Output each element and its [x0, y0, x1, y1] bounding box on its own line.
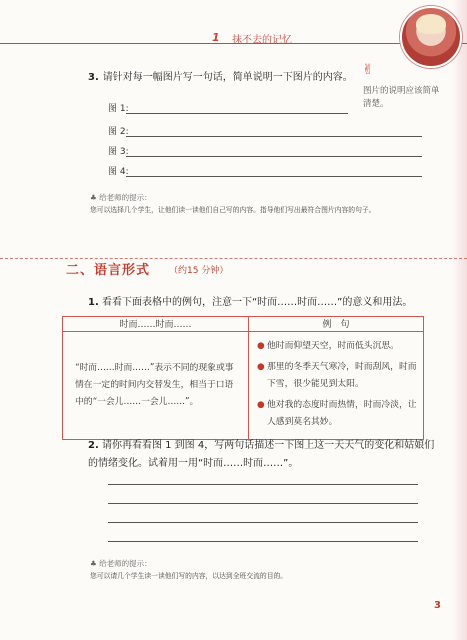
example-sentence: ● 他对我的态度时而热情，时而冷淡，让人感到莫名其妙。 [257, 397, 417, 431]
question-number: 2. [88, 440, 99, 451]
question-3 [88, 68, 353, 83]
side-tip: 图片的说明应该简单清楚。 [363, 86, 440, 109]
teacher-tip-text: 您可以选择几个学生，让他们读一读他们自己写的内容。指导他们写出最符合图片内容的句子。 [90, 206, 376, 214]
example-sentence: ● 他时而仰望天空，时而低头沉思。 [257, 338, 417, 355]
table-header-examples: 例 句 [249, 317, 424, 332]
writing-line[interactable] [108, 522, 418, 523]
pattern-explanation: “时而……时而……”表示不同的现象或事情在一定的时间内交替发生，相当于口语中的“一会儿……一会儿……”。 [63, 332, 249, 440]
teacher-tip-text: 您可以请几个学生读一读他们写的内容，以达到全班交流的目的。 [90, 572, 288, 580]
question-text: 请针对每一幅图片写一句话，简单说明一下图片的内容。 [102, 72, 353, 83]
page-number: 3 [434, 600, 441, 611]
figure-4-label: 图 4: [108, 167, 129, 177]
question-1 [88, 293, 412, 308]
hand-pointer-icon: ✌ [362, 62, 374, 78]
example-sentence: ● 那里的冬季天气寒冷，时而刮风，时而下雪，很少能见到太阳。 [257, 359, 417, 393]
writing-line[interactable] [108, 503, 418, 504]
question-2 [88, 437, 438, 473]
figure-1-answer-line[interactable] [126, 113, 348, 114]
question-number: 1. [88, 297, 99, 308]
example-list [249, 332, 424, 440]
teacher-tip-title: ♣ 给老师的提示： [90, 559, 152, 568]
question-text: 请你再看看图 1 到图 4，写两句话描述一下图上这一天天气的变化和姑娘们的情绪变化。试着用一用“时而……时而……”。 [88, 440, 435, 469]
writing-line[interactable] [108, 484, 418, 485]
example-table [62, 316, 424, 440]
question-number: 3. [88, 72, 99, 83]
figure-3-label: 图 3: [108, 147, 129, 157]
section-heading: 二、语言形式 [66, 263, 151, 278]
bullet-dot-icon: ● [257, 400, 265, 410]
figure-4-answer-line[interactable] [126, 176, 422, 177]
writing-line[interactable] [108, 541, 418, 542]
teacher-tip-title: ♣ 给老师的提示： [90, 193, 152, 202]
figure-2-label: 图 2: [108, 127, 129, 137]
question-text: 看看下面表格中的例句，注意一下“时而……时而……”的意义和用法。 [101, 297, 413, 308]
table-header-pattern: 时而……时而…… [63, 317, 249, 332]
bullet-dot-icon: ● [257, 341, 265, 351]
figure-1-label: 图 1: [108, 104, 129, 114]
chapter-title: 抹不去的记忆 [232, 35, 292, 46]
section-duration: （约15 分钟） [169, 266, 229, 276]
figure-2-answer-line[interactable] [126, 136, 422, 137]
header-portrait [400, 6, 462, 68]
figure-3-answer-line[interactable] [126, 156, 422, 157]
bullet-dot-icon: ● [257, 362, 265, 372]
chapter-number: 1 [212, 31, 220, 44]
page-edge-shade [452, 0, 467, 640]
